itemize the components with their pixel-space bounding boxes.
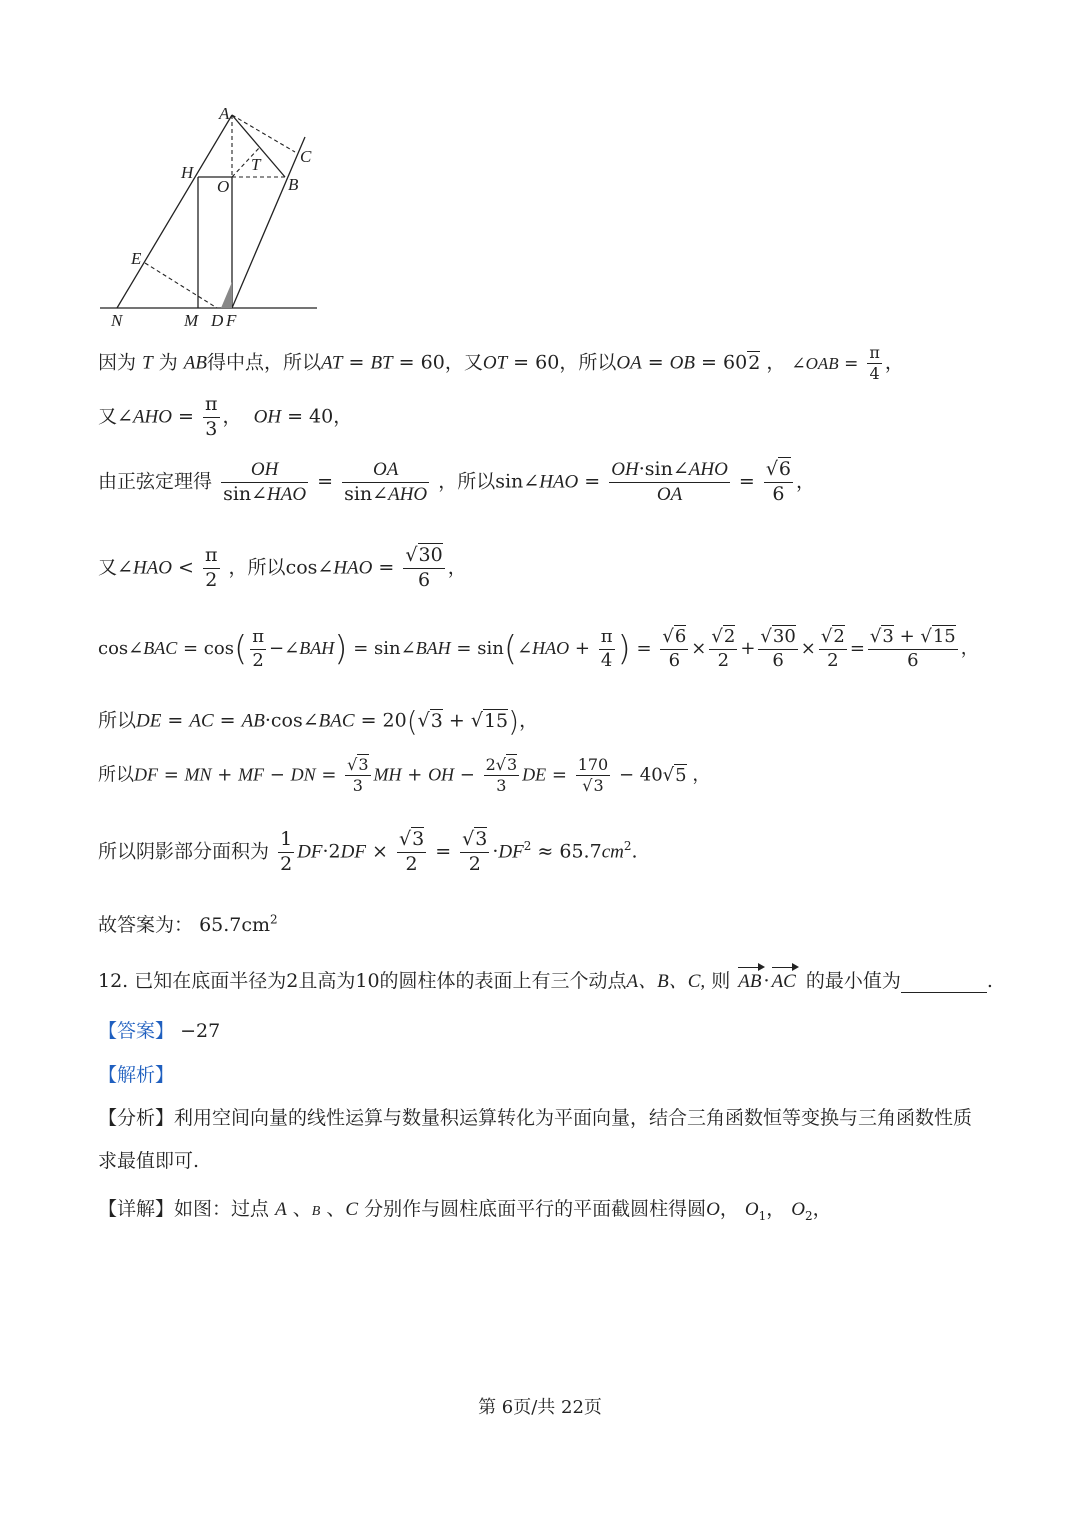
dash-AC (232, 115, 295, 152)
label-N: N (111, 311, 123, 330)
label-E: E (131, 249, 142, 268)
label-A: A (219, 104, 230, 123)
solution-line-3: 由正弦定理得 $\frac{OH}{\text{sin∠HAO}}$ = $\frac{OA}{\text{sin∠AHO}}$ ，所以sin∠HAO = $\frac{\text{OH·sin∠AHO}}{OA}$ = $\frac{√6}{6}$ ， (98, 458, 816, 505)
label-B: B (288, 175, 299, 194)
label-D: D (211, 311, 224, 330)
fenxi-line: 【分析】利用空间向量的线性运算与数量积运算转化为平面向量，结合三角函数恒等变换与三角函数性质 (98, 1107, 973, 1129)
label-C: C (300, 147, 312, 166)
answer-line: 【答案】 −27 (98, 1020, 221, 1042)
label-T: T (251, 155, 261, 174)
answer-blank (901, 974, 987, 993)
line-CF (232, 137, 305, 308)
page-footer: 第 6页/共 22页 (478, 1397, 602, 1418)
solution-line-6: 所以DE = AC = AB·cos∠BAC = 20(√3 + √15)， (98, 705, 539, 738)
solution-line-2: 又∠AHO = $\frac{\pi}{3}$ ， OH = 40， (98, 393, 353, 440)
solution-line-7: 所以DF = MN + MF − DN = $\frac{√3}{3}$ MH + OH − $\frac{2√3}{3}$ DE = $\frac{170}{√3}$ − 40√5 ， (98, 755, 711, 795)
solution-line-9: 故答案为： $65.7cm^2$ (98, 912, 278, 936)
geometry-figure (95, 100, 335, 340)
solution-line-1: 因为 T 为 AB得中点，所以AT = BT = 60，又OT = 60，所以OA = OB = 602 ， ∠OAB = $\frac{\pi}{4}$ ， (98, 343, 904, 383)
label-F: F (226, 311, 237, 330)
xiangjie-line: 【详解】如图：过点 A 、B 、C 分别作与圆柱底面平行的平面截圆柱得圆O， $O_1$， $O_2$， (98, 1198, 832, 1223)
line-NA (117, 115, 232, 308)
solution-line-5: cos∠BAC = cos( $\frac{\pi}{2}$ −∠BAH) = sin∠BAH = sin(∠HAO + $\frac{\pi}{4}$ ) = $\frac{√6}{6}$ × $\frac{√2}{2}$ + $\frac{√30}{6}$ × $\frac{√2}{2}$ = $\frac{√3 + √15}{6}$ ， (98, 626, 979, 671)
solution-line-8: 所以阴影部分面积为 $\frac{1}{2}$ DF·2DF × $\frac{√3}{2}$ = $\frac{√3}{2}$ $\cdot DF^2 \approx 65.7cm^2$. (98, 828, 638, 875)
dash-ED (145, 263, 217, 308)
solution-line-4: 又∠HAO < $\frac{\pi}{2}$ ，所以cos∠HAO = $\frac{√30}{6}$ ， (98, 544, 467, 591)
label-O: O (217, 177, 230, 196)
analysis-heading: 【解析】 (98, 1064, 175, 1086)
final-answer: 65.7cm (199, 914, 271, 936)
label-H: H (181, 163, 194, 182)
label-M: M (184, 311, 199, 330)
fenxi-line-2: 求最值即可. (98, 1150, 200, 1172)
problem-12: 12. 已知在底面半径为2且高为10的圆柱体的表面上有三个动点A、B、C, 则 AB · AC 的最小值为 . (98, 970, 993, 992)
shaded-triangle (221, 282, 232, 308)
